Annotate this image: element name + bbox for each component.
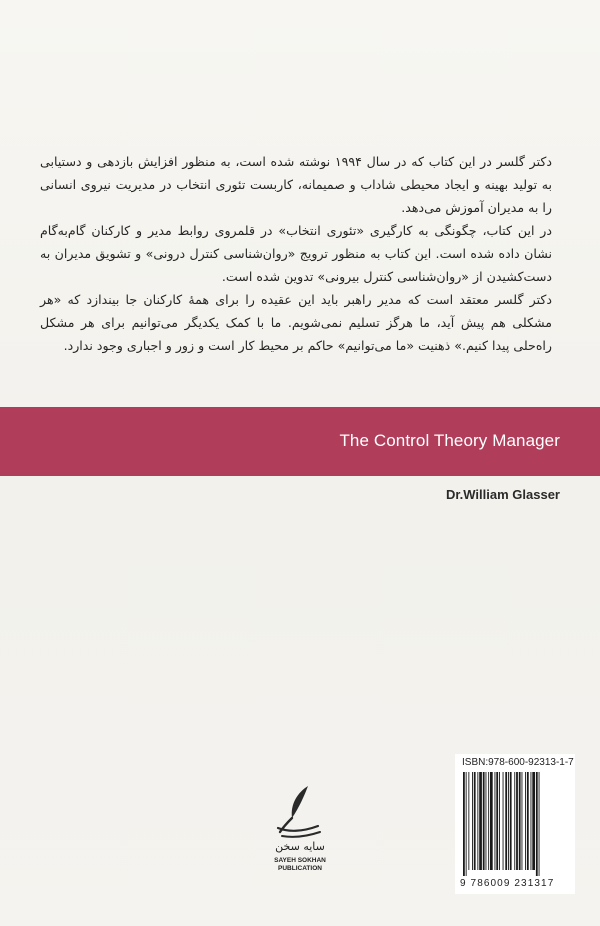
- barcode: [462, 772, 568, 876]
- title-band: [0, 407, 600, 476]
- book-title-english: The Control Theory Manager: [339, 431, 560, 450]
- feather-icon: [268, 782, 328, 842]
- barcode-bar: [479, 772, 482, 870]
- barcode-bar: [532, 772, 535, 870]
- barcode-bar: [463, 772, 465, 876]
- author-name: Dr.William Glasser: [445, 487, 560, 502]
- barcode-bar: [525, 772, 526, 870]
- barcode-bar: [495, 772, 496, 870]
- barcode-bar: [531, 772, 532, 870]
- barcode-number: 9 786009 231317: [460, 878, 555, 889]
- publisher-name-english-line2: PUBLICATION: [278, 865, 322, 872]
- barcode-bar: [527, 772, 529, 870]
- barcode-bar: [516, 772, 518, 870]
- barcode-bar: [488, 772, 489, 870]
- barcode-bar: [472, 772, 473, 870]
- barcode-bar: [477, 772, 478, 870]
- description-paragraph-3: دکتر گلسر معتقد است که مدیر راهبر باید این عقیده را برای همهٔ کارکنان جا بیندازد که «هر مشکلی هم پیش آید، ما هرگز تسلیم نمی‌شویم. ما با کمک یکدیگر می‌توانیم برای هر مشکل راه‌حلی پیدا کنیم.» ذهنیت «ما می‌توانیم» حاکم بر محیط کار است و زور و اجباری وجود ندارد.: [40, 292, 552, 353]
- barcode-bar: [536, 772, 538, 876]
- barcode-bar: [486, 772, 487, 870]
- publisher-name-english-line1: SAYEH SOKHAN: [274, 857, 326, 864]
- barcode-bar: [474, 772, 476, 870]
- barcode-bar: [508, 772, 509, 870]
- barcode-bar: [466, 772, 467, 876]
- barcode-bar: [519, 772, 521, 870]
- description-text: [40, 150, 552, 357]
- barcode-bar: [499, 772, 500, 870]
- barcode-bar: [496, 772, 498, 870]
- barcode-bar: [503, 772, 504, 870]
- description-paragraph-2: در این کتاب، چگونگی به کارگیری «تئوری انتخاب» در قلمروی روابط مدیر و کارکنان گام‌به‌گام نشان داده شده است. این کتاب به منظور ترویج «روان‌شناسی کنترل درونی» و تشویق مدیران به دست‌کشیدن از «روان‌شناسی کنترل بیرونی» تدوین شده است.: [40, 223, 552, 284]
- barcode-bar: [505, 772, 507, 870]
- barcode-bar: [539, 772, 540, 876]
- barcode-bar: [522, 772, 523, 870]
- publisher-name-persian: سایه سخن: [275, 840, 325, 853]
- barcode-bar: [514, 772, 515, 870]
- barcode-bar: [510, 772, 512, 870]
- publisher-name-english: [250, 857, 350, 873]
- description-paragraph-1: دکتر گلسر در این کتاب که در سال ۱۹۹۴ نوشته شده است، به منظور افزایش بازدهی و دستیابی به تولید بهینه و ایجاد محیطی شاداب و صمیمانه، کاربست تئوری انتخاب در مدیریت نیروی انسانی را به مدیران آموزش می‌دهد.: [40, 154, 552, 215]
- barcode-bar: [490, 772, 493, 870]
- isbn-label: ISBN:978-600-92313-1-7: [462, 757, 574, 768]
- barcode-bar: [468, 772, 469, 870]
- barcode-bar: [483, 772, 485, 870]
